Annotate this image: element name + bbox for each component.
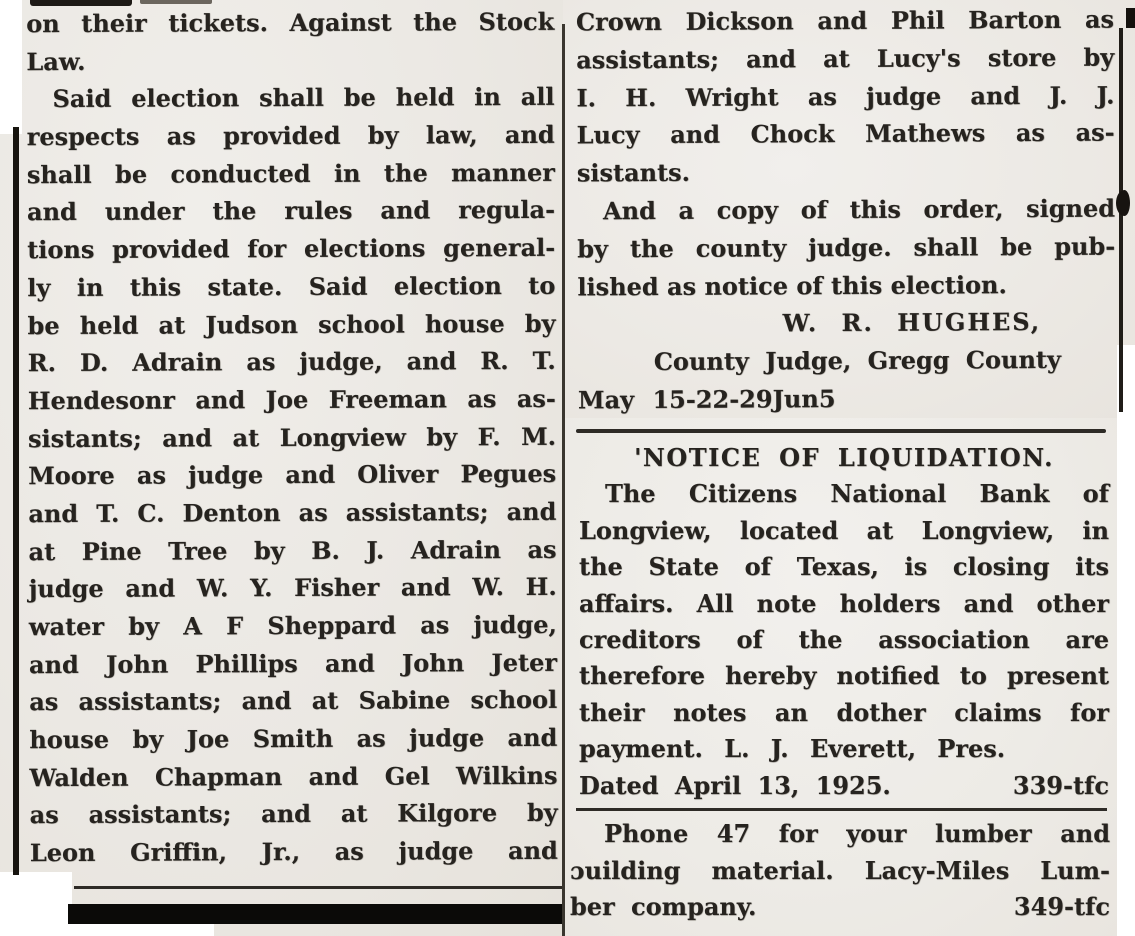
text-line: judge and W. Y. Fisher and W. H. (28, 572, 557, 604)
dated-text: Dated April 13, 1925. (579, 770, 891, 800)
text-line: Lucy and Chock Mathews as as- (576, 117, 1115, 150)
heavy-ink-bar (68, 904, 562, 924)
text-line: affairs. All note holders and other (579, 588, 1109, 618)
ad-reference-code: 339-tfc (1012, 770, 1109, 800)
text-line: assistants; and at Lucy's store by (576, 42, 1115, 75)
scan-notch (1117, 345, 1135, 936)
ink-blob (1116, 190, 1130, 216)
text-line: on their tickets. Against the Stock (26, 6, 555, 39)
text-line: their notes an dother claims for (579, 697, 1109, 727)
text-line: sistants; and at Longview by F. M. (27, 421, 557, 453)
right-edge-rule (1119, 28, 1123, 412)
text-line: Walden Chapman and Gel Wilkins (29, 760, 558, 792)
text-line: as assistants; and at Kilgore by (29, 798, 558, 830)
ad-reference-code: 349-tfc (1013, 892, 1110, 921)
text-line: respects as provided by law, and (26, 119, 555, 152)
text-line: Law. (26, 46, 86, 76)
text-line: water by A F Sheppard as judge, (28, 609, 557, 642)
text-line: as assistants; and at Sabine school (29, 685, 558, 717)
text-line (570, 889, 1110, 926)
text-line: sistants. (576, 158, 691, 188)
scan-notch (0, 0, 22, 134)
text-line: therefore hereby notified to present (579, 661, 1109, 691)
text-line: Said election shall be held in all (52, 82, 555, 114)
text-line: Longview, located at Longview, in (579, 515, 1109, 545)
text-line: and John Phillips and John Jeter (28, 647, 558, 679)
signature-line: W. R. HUGHES, (782, 307, 1042, 338)
text-line: Moore as judge and Oliver Pegues (28, 459, 557, 491)
center-column-rule (562, 24, 565, 936)
left-column-article (26, 3, 558, 872)
text-line: tions provided for elections general- (27, 232, 556, 265)
text-line: shall be conducted in the manner (26, 157, 555, 189)
publication-date-code: May 15-22-29Jun5 (577, 384, 836, 415)
text-line: the State of Texas, is closing its (579, 552, 1109, 582)
left-column-border-rule (13, 127, 19, 875)
scan-notch (0, 922, 214, 936)
text-line: lished as notice of this election. (577, 269, 1007, 301)
section-divider-rule (74, 886, 562, 889)
text-line: Leon Griffin, Jr., as judge and (29, 835, 558, 868)
ad-last-line: ber company. (570, 892, 757, 921)
section-divider-rule (576, 808, 1107, 811)
signature-title-line: County Judge, Gregg County (653, 345, 1061, 377)
notice-headline: 'NOTICE OF LIQUIDATION. (634, 443, 1054, 472)
text-line: The Citizens National Bank of (605, 479, 1109, 509)
text-line: And a copy of this order, signed (602, 193, 1116, 226)
text-line: payment. L. J. Everett, Pres. (579, 734, 1006, 764)
lumber-classified-ad (570, 816, 1110, 926)
dated-line (579, 768, 1109, 804)
text-line: at Pine Tree by B. J. Adrain as (28, 534, 557, 566)
text-line: creditors of the association are (579, 624, 1109, 654)
section-divider-rule (576, 429, 1106, 433)
text-line: Crown Dickson and Phil Barton as (575, 4, 1115, 37)
text-line: R. D. Adrain as judge, and R. T. (27, 346, 556, 378)
text-line: ɔuilding material. Lacy-Miles Lum- (570, 855, 1110, 885)
text-line: be held at Judson school house by (27, 308, 556, 340)
text-line: Phone 47 for your lumber and (604, 819, 1110, 848)
text-line: I. H. Wright as judge and J. J. (576, 80, 1115, 113)
text-line: Hendesonr and Joe Freeman as as- (27, 383, 556, 416)
ink-smudge (1126, 8, 1135, 28)
text-line: and T. C. Denton as assistants; and (28, 496, 557, 529)
liquidation-notice (579, 440, 1109, 804)
text-line: house by Joe Smith as judge and (29, 722, 558, 755)
right-column-article (576, 1, 1116, 420)
text-line: and under the rules and regula- (26, 195, 556, 227)
text-line: ly in this state. Said election to (27, 270, 556, 302)
text-line: by the county judge. shall be pub- (577, 231, 1116, 264)
